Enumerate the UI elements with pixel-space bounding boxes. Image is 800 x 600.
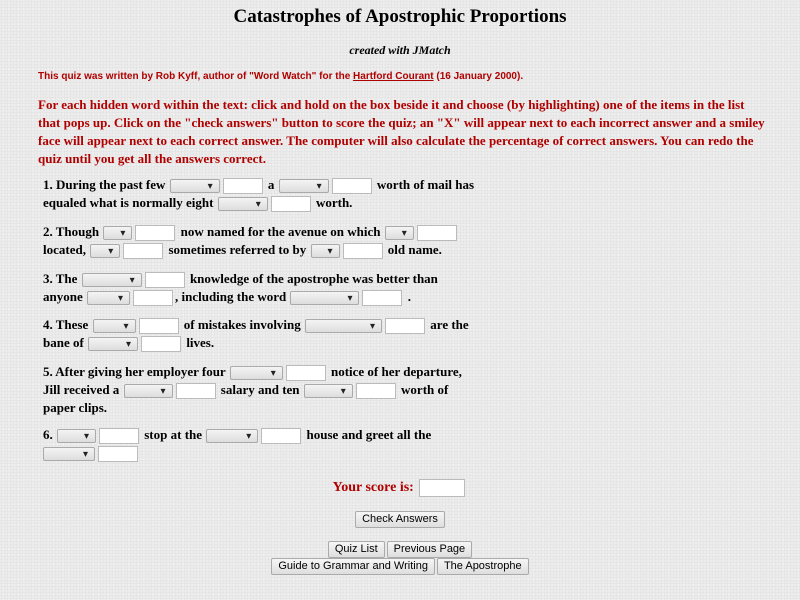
answer-select[interactable] — [103, 226, 132, 240]
answer-field[interactable] — [141, 336, 181, 352]
guide-button[interactable]: Guide to Grammar and Writing — [271, 558, 435, 575]
question-5 — [43, 363, 483, 417]
instructions: For each hidden word within the text: click and hold on the box beside it and choose (by highlighting) one of the items in the list that pops up. Click on the "check answers" button to score the quiz; an "X" will appear next to each incorrect answer and a smiley face will appear next to each correct answer. The computer will also calculate the percentage of correct answers. You can redo the quiz until you get all the answers correct. — [38, 97, 765, 166]
q-text: are the — [430, 317, 469, 332]
answer-select[interactable] — [57, 429, 96, 443]
answer-select[interactable] — [206, 429, 258, 443]
q-text: stop at the — [144, 427, 203, 442]
answer-select[interactable] — [93, 319, 136, 333]
q-text: Jill received a — [43, 382, 120, 398]
answer-field[interactable] — [362, 290, 402, 306]
check-answers-button[interactable]: Check Answers — [355, 511, 445, 528]
q-text: anyone — [43, 289, 83, 305]
q-text: knowledge of the apostrophe was better than — [189, 271, 438, 286]
answer-select[interactable] — [311, 244, 340, 258]
answer-field[interactable] — [223, 178, 263, 194]
quiz-list-button[interactable]: Quiz List — [328, 541, 385, 558]
answer-field[interactable] — [343, 243, 383, 259]
answer-select[interactable] — [124, 384, 173, 398]
author-text: This quiz was written by Rob Kyff, author of "Word Watch" for the — [38, 71, 354, 82]
q-text: 4. These — [43, 317, 89, 332]
answer-field[interactable] — [332, 178, 372, 194]
q-text: . — [407, 289, 411, 305]
page-title: Catastrophes of Apostrophic Proportions — [233, 6, 567, 27]
answer-field[interactable] — [139, 318, 179, 334]
q-text: equaled what is normally eight — [43, 195, 214, 211]
answer-select[interactable] — [170, 179, 220, 193]
answer-select[interactable] — [385, 226, 414, 240]
answer-select[interactable] — [82, 273, 142, 287]
answer-select[interactable] — [304, 384, 353, 398]
answer-field[interactable] — [356, 383, 396, 399]
q-text: bane of — [43, 335, 84, 351]
q-text: 3. The — [43, 271, 78, 286]
score-row — [0, 479, 800, 497]
answer-field[interactable] — [145, 272, 185, 288]
q-text: of mistakes involving — [183, 317, 301, 332]
q-text: lives. — [186, 335, 215, 351]
answer-select[interactable] — [305, 319, 382, 333]
check-row — [0, 509, 800, 528]
answer-field[interactable] — [271, 196, 311, 212]
question-2 — [43, 223, 483, 259]
q-text: salary and ten — [220, 382, 300, 398]
q-text: old name. — [387, 242, 442, 258]
subtitle: created with JMatch — [349, 43, 451, 57]
q-text: 1. During the past few — [43, 177, 166, 192]
answer-select[interactable] — [88, 337, 138, 351]
question-4 — [43, 316, 483, 352]
answer-select[interactable] — [43, 447, 95, 461]
answer-field[interactable] — [123, 243, 163, 259]
q-text: located, — [43, 242, 86, 258]
answer-field[interactable] — [98, 446, 138, 462]
score-field — [419, 479, 465, 497]
nav-row-2 — [0, 556, 800, 575]
answer-field[interactable] — [176, 383, 216, 399]
answer-field[interactable] — [417, 225, 457, 241]
author-note — [38, 71, 523, 82]
q-text: sometimes referred to by — [168, 242, 307, 258]
q-text: , including the word — [174, 289, 287, 305]
answer-field[interactable] — [99, 428, 139, 444]
author-date: (16 January 2000). — [433, 71, 524, 82]
q-text: a — [267, 177, 275, 192]
answer-select[interactable] — [230, 366, 283, 380]
answer-select[interactable] — [290, 291, 359, 305]
hartford-courant-link[interactable]: Hartford Courant — [353, 71, 434, 82]
q-text: 2. Though — [43, 224, 100, 239]
q-text: 5. After giving her employer four — [43, 364, 226, 379]
answer-select[interactable] — [218, 197, 268, 211]
q-text: now named for the avenue on which — [180, 224, 381, 239]
answer-field[interactable] — [135, 225, 175, 241]
answer-field[interactable] — [385, 318, 425, 334]
answer-field[interactable] — [261, 428, 301, 444]
q-text: notice of her departure, — [330, 364, 462, 379]
answer-field[interactable] — [133, 290, 173, 306]
previous-page-button[interactable]: Previous Page — [387, 541, 473, 558]
answer-field[interactable] — [286, 365, 326, 381]
answer-select[interactable] — [87, 291, 130, 305]
score-label: Your score is: — [332, 480, 414, 496]
q-text: 6. — [43, 427, 53, 442]
answer-select[interactable] — [279, 179, 329, 193]
question-3 — [43, 270, 483, 306]
q-text: worth. — [315, 195, 353, 211]
answer-select[interactable] — [90, 244, 120, 258]
question-6 — [43, 426, 483, 462]
apostrophe-button[interactable]: The Apostrophe — [437, 558, 529, 575]
q-text: paper clips. — [43, 400, 108, 416]
question-1 — [43, 176, 483, 212]
q-text: worth of mail has — [376, 177, 475, 192]
q-text: house and greet all the — [306, 427, 432, 442]
q-text: worth of — [401, 382, 449, 398]
